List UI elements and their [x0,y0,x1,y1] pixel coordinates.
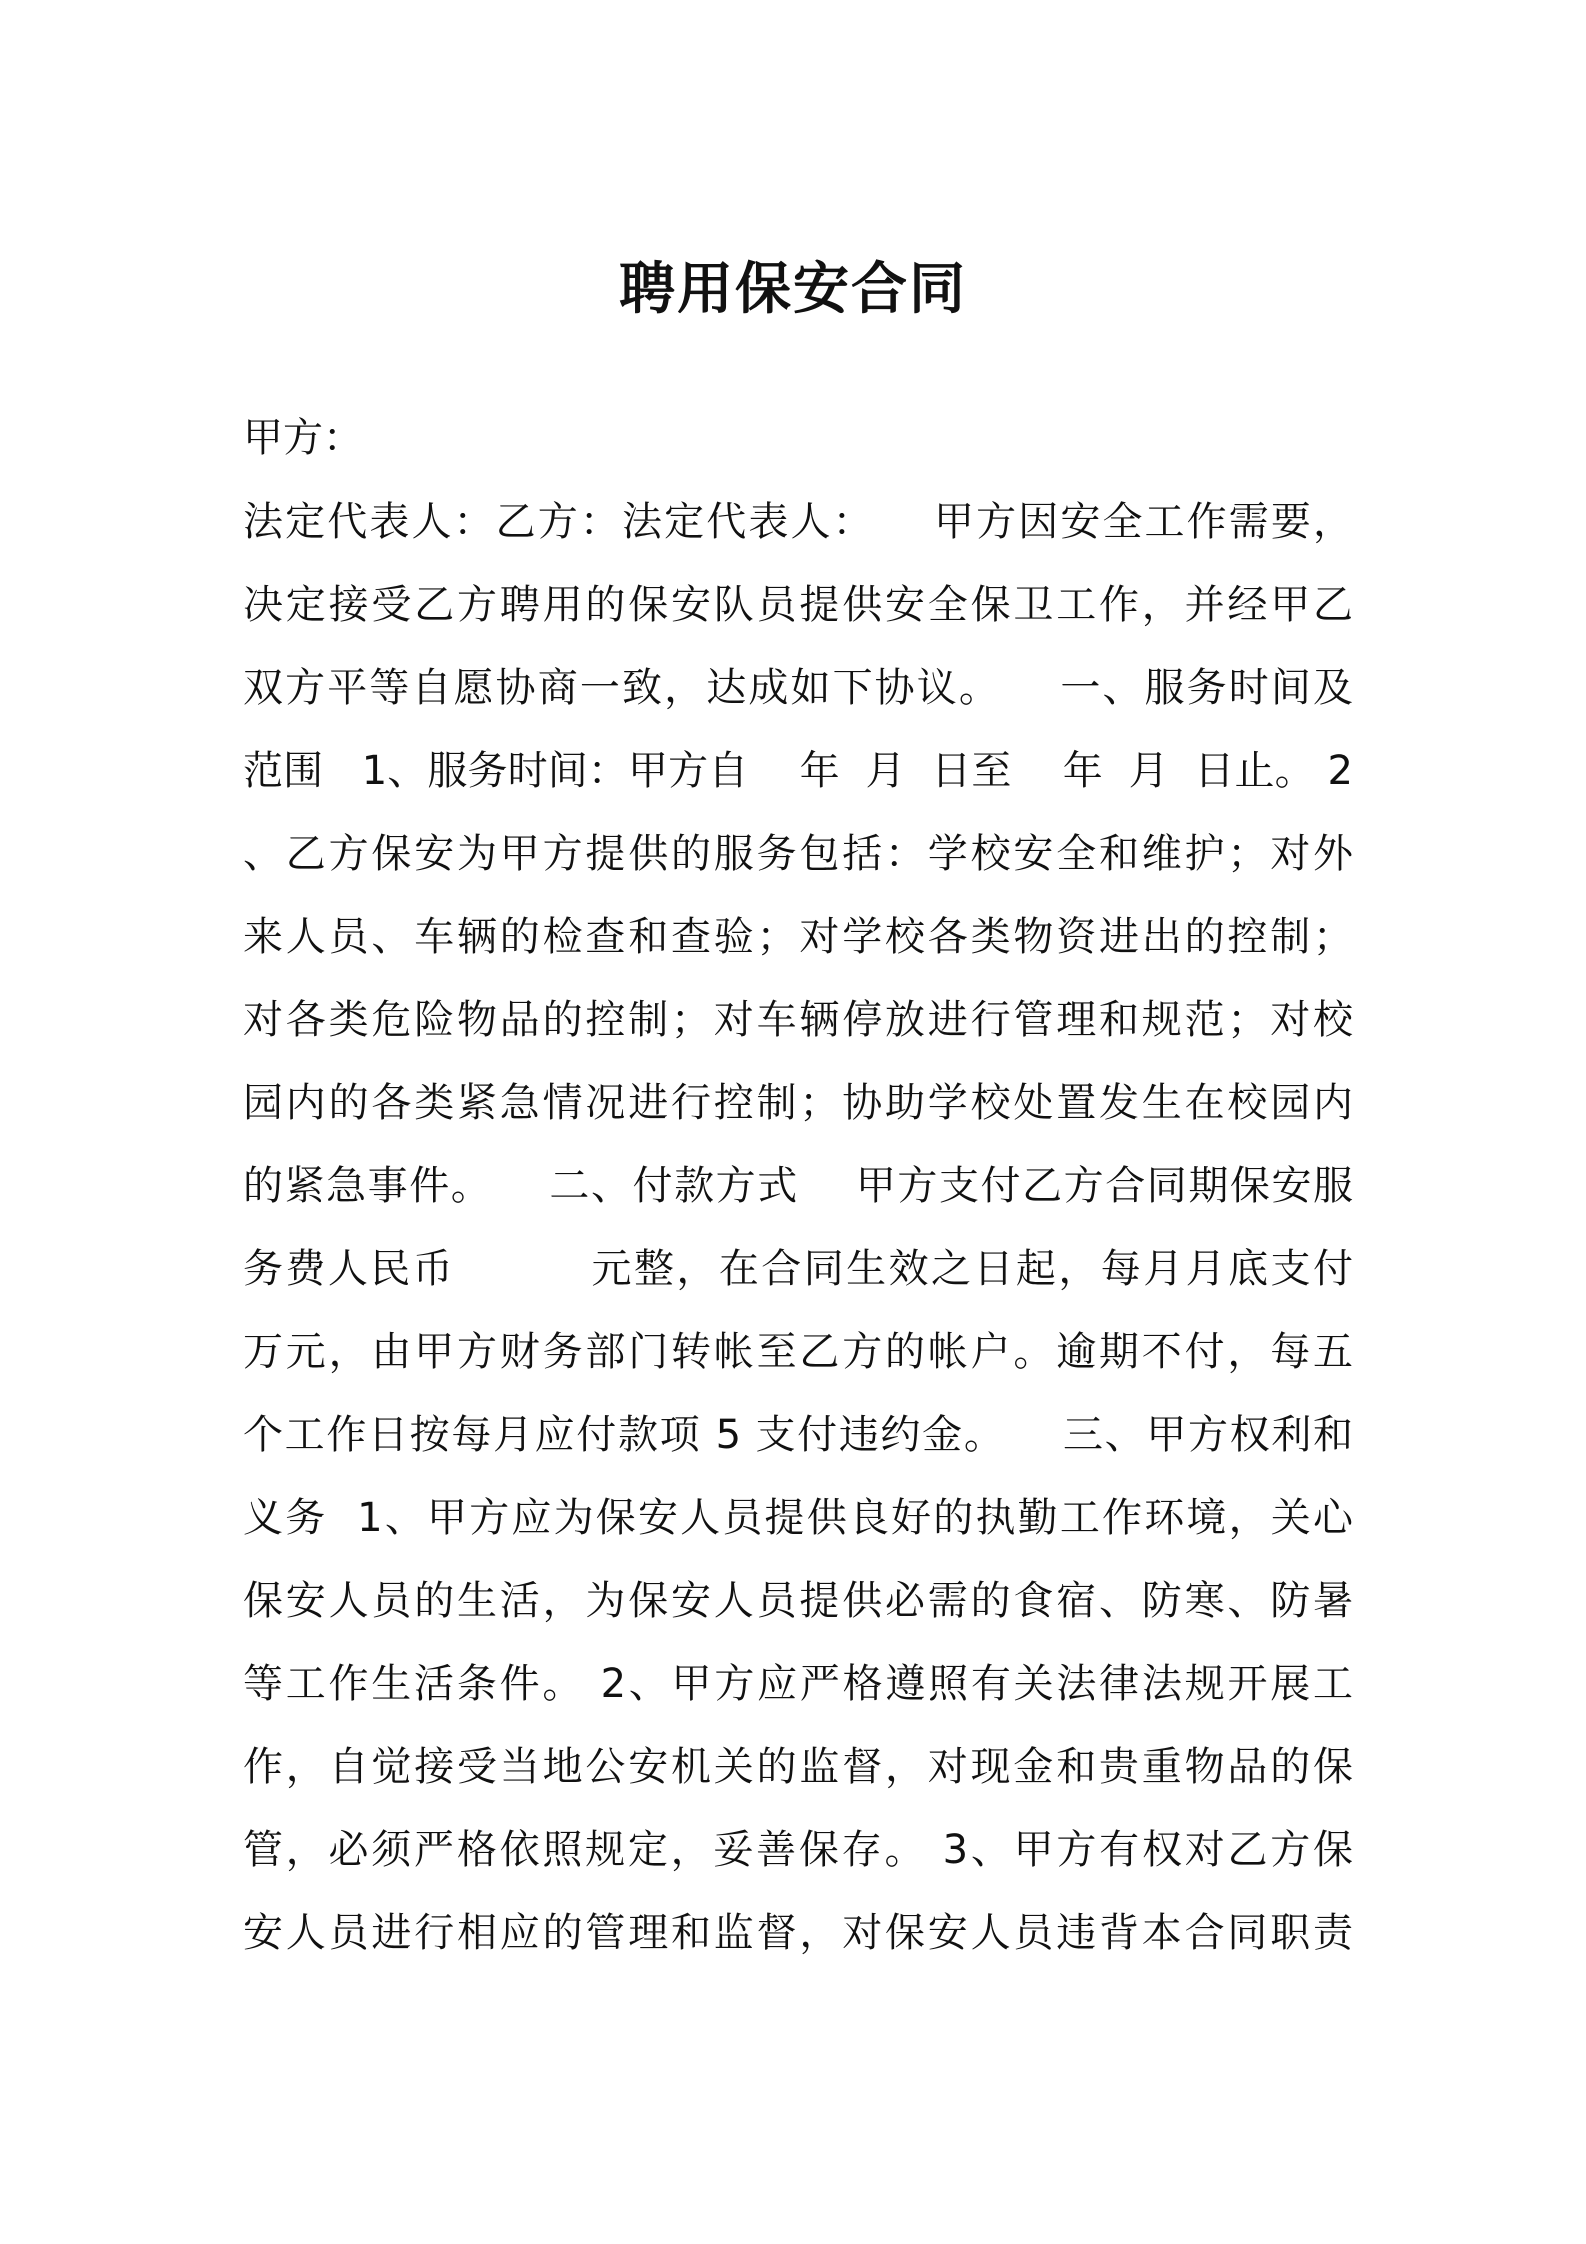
body-line: 个工作日按每月应付款项 5 支付违约金。 三、甲方权利和 [243,1412,1353,1458]
document-title: 聘用保安合同 [619,257,967,322]
party-a-label: 甲方： [243,415,363,461]
body-line: 万元，由甲方财务部门转帐至乙方的帐户。逾期不付，每五 [243,1329,1353,1375]
body-line: 法定代表人：乙方：法定代表人： 甲方因安全工作需要， [243,499,1353,545]
body-line: 务费人民币 元整，在合同生效之日起，每月月底支付 [243,1246,1353,1292]
body-line: 决定接受乙方聘用的保安队员提供安全保卫工作，并经甲乙 [243,582,1353,628]
body-line: 、乙方保安为甲方提供的服务包括：学校安全和维护；对外 [243,831,1353,877]
body-line: 保安人员的生活，为保安人员提供必需的食宿、防寒、防暑 [243,1578,1353,1624]
body-line: 义务 1、甲方应为保安人员提供良好的执勤工作环境，关心 [243,1495,1353,1541]
body-line: 范围 1、服务时间：甲方自 年 月 日至 年 月 日止。 2 [243,748,1353,794]
body-line: 双方平等自愿协商一致，达成如下协议。 一、服务时间及 [243,665,1353,711]
body-line: 对各类危险物品的控制；对车辆停放进行管理和规范；对校 [243,997,1353,1043]
body-line: 安人员进行相应的管理和监督，对保安人员违背本合同职责 [243,1910,1353,1956]
body-line: 作，自觉接受当地公安机关的监督，对现金和贵重物品的保 [243,1744,1353,1790]
body-line: 来人员、车辆的检查和查验；对学校各类物资进出的控制； [243,914,1353,960]
body-line: 的紧急事件。 二、付款方式 甲方支付乙方合同期保安服 [243,1163,1353,1209]
body-line: 管，必须严格依照规定，妥善保存。 3、甲方有权对乙方保 [243,1827,1353,1873]
body-line: 等工作生活条件。 2、甲方应严格遵照有关法律法规开展工 [243,1661,1353,1707]
body-line: 园内的各类紧急情况进行控制；协助学校处置发生在校园内 [243,1080,1353,1126]
